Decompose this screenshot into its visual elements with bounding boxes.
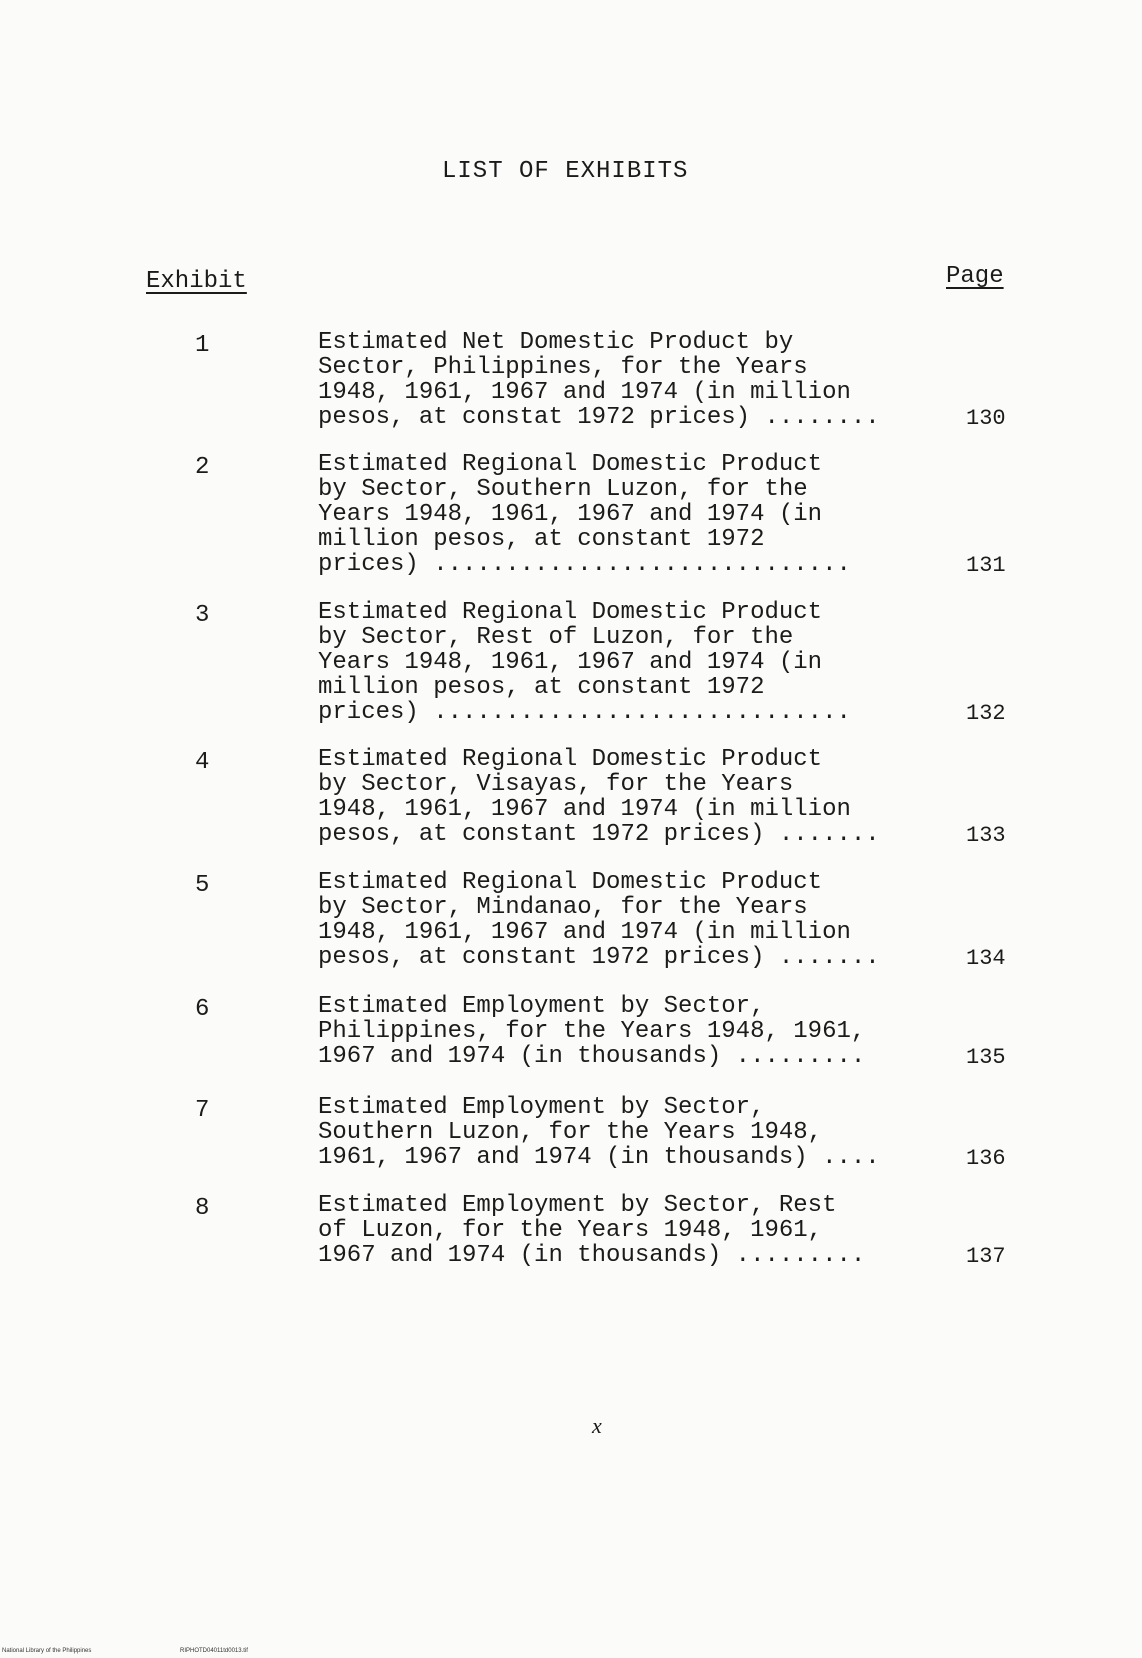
exhibit-description-line: Years 1948, 1961, 1967 and 1974 (in: [318, 501, 823, 528]
exhibit-number: 8: [195, 1195, 210, 1222]
exhibit-description-line: Estimated Employment by Sector,: [318, 993, 765, 1020]
exhibit-description-line: 1948, 1961, 1967 and 1974 (in million: [318, 796, 851, 823]
exhibit-number: 2: [195, 454, 210, 481]
exhibit-description-line: Years 1948, 1961, 1967 and 1974 (in: [318, 649, 823, 676]
exhibit-description: [318, 994, 865, 1069]
exhibit-description-line: by Sector, Southern Luzon, for the: [318, 476, 808, 503]
footer-source: National Library of the Philippines: [2, 1648, 92, 1654]
exhibit-number: 1: [195, 332, 210, 359]
exhibit-description-line: 1948, 1961, 1967 and 1974 (in million: [318, 919, 851, 946]
exhibit-description-line: 1961, 1967 and 1974 (in thousands) ....: [318, 1144, 880, 1171]
exhibit-page-number: 136: [966, 1146, 1006, 1171]
exhibit-number: 3: [195, 602, 210, 629]
exhibit-description-line: pesos, at constant 1972 prices) .......: [318, 821, 880, 848]
page-number: x: [592, 1413, 602, 1438]
exhibit-description-line: by Sector, Visayas, for the Years: [318, 771, 794, 798]
exhibit-description: [318, 1193, 865, 1268]
exhibit-description-line: Estimated Employment by Sector, Rest: [318, 1192, 837, 1219]
exhibit-description-line: pesos, at constat 1972 prices) ........: [318, 404, 880, 431]
exhibit-description: [318, 870, 880, 970]
exhibit-description-line: 1967 and 1974 (in thousands) .........: [318, 1043, 866, 1070]
exhibit-page-number: 135: [966, 1045, 1006, 1070]
exhibit-description-line: Estimated Regional Domestic Product: [318, 451, 823, 478]
exhibit-description-line: million pesos, at constant 1972: [318, 526, 765, 553]
exhibit-description-line: of Luzon, for the Years 1948, 1961,: [318, 1217, 823, 1244]
exhibit-description-line: prices) .............................: [318, 699, 851, 726]
exhibit-description-line: Southern Luzon, for the Years 1948,: [318, 1119, 823, 1146]
exhibit-description-line: Estimated Regional Domestic Product: [318, 599, 823, 626]
exhibit-description-line: 1948, 1961, 1967 and 1974 (in million: [318, 379, 851, 406]
exhibit-description-line: by Sector, Rest of Luzon, for the: [318, 624, 794, 651]
exhibit-description-line: Estimated Net Domestic Product by: [318, 329, 794, 356]
exhibit-description-line: Estimated Regional Domestic Product: [318, 869, 823, 896]
exhibit-description: [318, 1095, 880, 1170]
exhibit-page-number: 134: [966, 946, 1006, 971]
exhibit-page-number: 130: [966, 406, 1006, 431]
exhibit-description-line: prices) .............................: [318, 551, 851, 578]
exhibit-description-line: pesos, at constant 1972 prices) .......: [318, 944, 880, 971]
footer-filename: RIPHOTD04011td0013.tif: [180, 1648, 248, 1654]
exhibit-description-line: Sector, Philippines, for the Years: [318, 354, 808, 381]
exhibit-description: [318, 452, 851, 577]
exhibit-description: [318, 600, 851, 725]
exhibit-description-line: Estimated Regional Domestic Product: [318, 746, 823, 773]
exhibit-description-line: million pesos, at constant 1972: [318, 674, 765, 701]
exhibit-description-line: by Sector, Mindanao, for the Years: [318, 894, 808, 921]
exhibit-column-header: Exhibit: [146, 268, 247, 295]
exhibit-description-line: Estimated Employment by Sector,: [318, 1094, 765, 1121]
exhibit-number: 4: [195, 749, 210, 776]
exhibit-number: 5: [195, 872, 210, 899]
exhibit-description-line: 1967 and 1974 (in thousands) .........: [318, 1242, 866, 1269]
exhibit-description: [318, 330, 880, 430]
exhibit-page-number: 137: [966, 1244, 1006, 1269]
exhibit-number: 6: [195, 996, 210, 1023]
exhibit-description: [318, 747, 880, 847]
exhibit-page-number: 131: [966, 553, 1006, 578]
exhibit-page-number: 132: [966, 701, 1006, 726]
page-column-header: Page: [946, 263, 1004, 290]
exhibit-description-line: Philippines, for the Years 1948, 1961,: [318, 1018, 866, 1045]
exhibit-number: 7: [195, 1097, 210, 1124]
exhibit-page-number: 133: [966, 823, 1006, 848]
page-title: LIST OF EXHIBITS: [442, 158, 689, 185]
